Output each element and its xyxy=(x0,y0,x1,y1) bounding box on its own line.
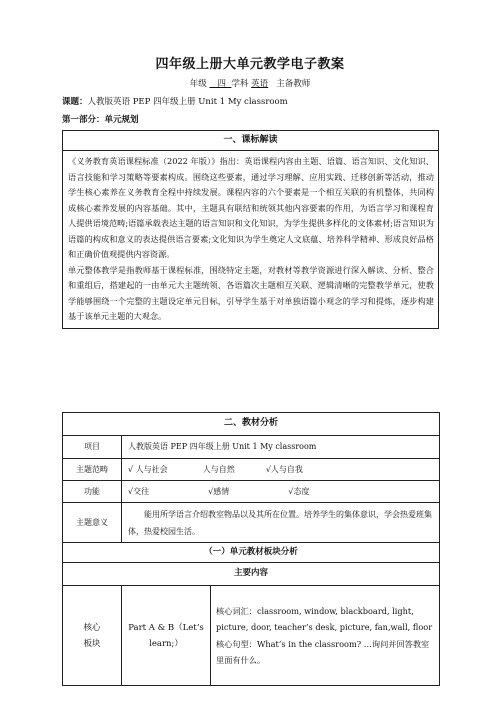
row-label-function: 功能 xyxy=(63,481,122,503)
section1-paragraph-1: 《义务教育英语课程标准（2022 年版）》指出：英语课程内容由主题、语篇、语言知识、文化知识、语言技能和学习策略等要素构成。围绕这些要素，通过学习理解、应用实践、迁移创新等活动，推动学生核心素养在义务教育全程中持续发展。课程内容的六个要素是一个相互关联的有机整体，共同构成核心素养发展的内容基础。其中，主题具有联结和统领其他内容要素的作用，为语言学习和课程育人提供语境范畴;语篇承载表达主题的语言知识和文化知识，为学生提供多样化的文体素材;语言知识为语篇的构成和意义的表达提供语言要素;文化知识为学生奠定人文底蕴、培养科学精神、形成良好品格和正确价值观提供内容资源。 xyxy=(68,156,434,259)
function-item-emotion: √感情 xyxy=(208,486,230,496)
row-label-meaning: 主题意义 xyxy=(63,503,122,543)
info-line xyxy=(0,77,500,89)
lesson-value: 人教版英语 PEP 四年级上册 Unit 1 My classroom xyxy=(87,97,288,107)
core-sentence: 核心句型：What’s in the classroom? …询问并回答教室里面有什么。 xyxy=(216,638,430,665)
theme-item-nature: 人与自然 xyxy=(202,464,235,474)
part-one-heading: 第一部分：单元规划 xyxy=(62,115,139,125)
lesson-line xyxy=(62,95,288,107)
core-block-label: 核心 板块 xyxy=(63,586,122,686)
core-part-name: Part A & B（Let’s learn;） xyxy=(122,586,211,686)
section1-paragraph-2: 单元整体教学是指教师基于课程标准，围绕特定主题，对教材等教学资源进行深入解读、分析、整合和重组后，搭建起的一由单元大主题统领、各语篇次主题相互关联、逻辑清晰的完整教学单元，使教学能够围绕一个完整的主题设定单元目标，引导学生基于对单独语篇小观念的学习和提炼，逐步构建基于该单元主题的大观念。 xyxy=(68,264,434,321)
section1-title: 一、课标解读 xyxy=(63,131,439,151)
row-value-meaning: 能用所学语言介绍教室物品以及其所在位置。培养学生的集体意识，学会热爱班集体，热爱校园生活。 xyxy=(122,503,440,543)
section2-title: 二、教材分析 xyxy=(63,413,440,436)
curriculum-table xyxy=(62,130,439,329)
main-content-title: 主要内容 xyxy=(63,563,440,586)
lesson-label: 课题： xyxy=(62,97,88,107)
row-value-project: 人教版英语 PEP 四年级上册 Unit 1 My classroom xyxy=(122,436,440,459)
function-item-attitude: √态度 xyxy=(288,486,310,496)
grade-label: 年级 xyxy=(189,79,207,89)
theme-item-society: √ 人与社会 xyxy=(128,464,168,474)
row-label-project: 项目 xyxy=(63,436,122,459)
row-value-theme xyxy=(122,459,440,481)
theme-item-self: √人与自我 xyxy=(265,464,303,474)
subject-value: 英语 xyxy=(251,79,269,89)
grade-value: 四 xyxy=(217,79,227,89)
function-item-communication: √交往 xyxy=(128,486,150,496)
subsection-title: （一）单元教材板块分析 xyxy=(63,543,440,563)
row-value-function xyxy=(122,481,440,503)
section1-body xyxy=(63,151,439,329)
teacher-label: 主备教师 xyxy=(276,79,311,89)
subject-label: 学科 xyxy=(231,79,249,89)
material-analysis-table xyxy=(62,412,440,686)
core-content xyxy=(211,586,440,686)
document-title: 四年级上册大单元教学电子教案 xyxy=(155,57,345,72)
core-vocabulary: 核心词汇：classroom, window, blackboard, light, picture, door, teacher’s desk, picture, fan,wall, floor xyxy=(216,605,433,632)
row-label-theme: 主题范畴 xyxy=(63,459,122,481)
